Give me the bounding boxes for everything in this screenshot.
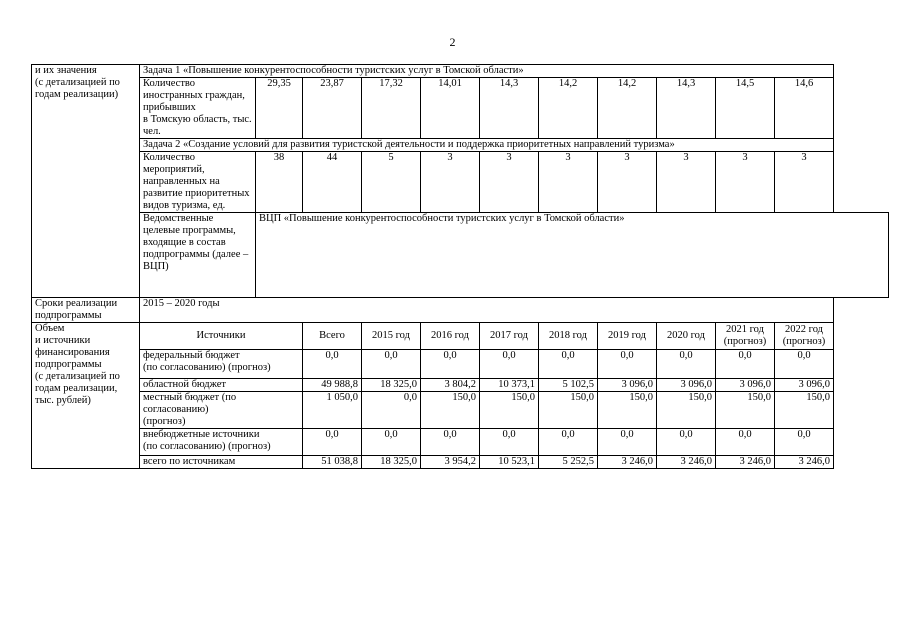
table-row (32, 298, 889, 323)
financing-value: 0,0 (480, 429, 539, 456)
financing-value: 0,0 (716, 429, 775, 456)
financing-value: 0,0 (362, 392, 421, 429)
table-row (32, 350, 889, 379)
table-row (32, 213, 889, 298)
financing-value: 10 373,1 (480, 379, 539, 392)
section-label-period: Сроки реализации подпрограммы (32, 298, 140, 323)
financing-value: 3 096,0 (657, 379, 716, 392)
subprogram-passport-table (31, 64, 889, 469)
indicator-name: Количество мероприятий, направленных на развитие приоритетных видов туризма, ед. (140, 152, 256, 213)
financing-value: 3 096,0 (775, 379, 834, 392)
financing-value: 49 988,8 (303, 379, 362, 392)
header-year: 2021 год (прогноз) (716, 323, 775, 350)
table-row (32, 456, 889, 469)
header-year: 2018 год (539, 323, 598, 350)
task2-title: Задача 2 «Создание условий для развития туристской деятельности и поддержка приоритетных направлений туризма» (140, 139, 834, 152)
financing-value: 0,0 (539, 350, 598, 379)
period-value: 2015 – 2020 годы (140, 298, 834, 323)
indicator-value: 14,5 (716, 78, 775, 139)
table-row (32, 152, 889, 213)
financing-value: 3 246,0 (657, 456, 716, 469)
financing-value: 3 096,0 (598, 379, 657, 392)
section-label-vcp: Ведомственные целевые программы, входящие в состав подпрограммы (далее – ВЦП) (140, 213, 256, 298)
table-row (32, 139, 889, 152)
source-name: федеральный бюджет (по согласованию) (прогноз) (140, 350, 303, 379)
financing-value: 0,0 (303, 350, 362, 379)
financing-value: 3 246,0 (775, 456, 834, 469)
financing-value: 150,0 (539, 392, 598, 429)
financing-value: 0,0 (657, 350, 716, 379)
indicator-value: 14,2 (539, 78, 598, 139)
header-year: 2020 год (657, 323, 716, 350)
indicator-value: 44 (303, 152, 362, 213)
financing-value: 150,0 (657, 392, 716, 429)
source-name: внебюджетные источники (по согласованию) (прогноз) (140, 429, 303, 456)
indicator-value: 14,3 (657, 78, 716, 139)
financing-value: 3 246,0 (598, 456, 657, 469)
financing-value: 3 804,2 (421, 379, 480, 392)
indicator-value: 3 (716, 152, 775, 213)
financing-value: 0,0 (716, 350, 775, 379)
financing-value: 0,0 (362, 350, 421, 379)
financing-value: 18 325,0 (362, 379, 421, 392)
financing-value: 0,0 (480, 350, 539, 379)
indicator-value: 17,32 (362, 78, 421, 139)
table-row (32, 323, 889, 350)
header-year: 2017 год (480, 323, 539, 350)
vcp-value: ВЦП «Повышение конкурентоспособности туристских услуг в Томской области» (256, 213, 889, 298)
header-year: 2022 год (прогноз) (775, 323, 834, 350)
financing-value: 0,0 (657, 429, 716, 456)
indicator-value: 23,87 (303, 78, 362, 139)
financing-value: 150,0 (775, 392, 834, 429)
financing-value: 0,0 (421, 350, 480, 379)
source-name: всего по источникам (140, 456, 303, 469)
financing-value: 150,0 (716, 392, 775, 429)
financing-value: 5 252,5 (539, 456, 598, 469)
financing-value: 0,0 (539, 429, 598, 456)
source-name: областной бюджет (140, 379, 303, 392)
indicator-value: 3 (598, 152, 657, 213)
financing-value: 3 246,0 (716, 456, 775, 469)
page-number: 2 (449, 35, 456, 49)
table-row (32, 392, 889, 429)
task1-title: Задача 1 «Повышение конкурентоспособности туристских услуг в Томской области» (140, 65, 834, 78)
financing-value: 0,0 (362, 429, 421, 456)
financing-value: 5 102,5 (539, 379, 598, 392)
indicator-value: 3 (480, 152, 539, 213)
indicator-value: 14,6 (775, 78, 834, 139)
indicator-name: Количество иностранных граждан, прибывших в Томскую область, тыс. чел. (140, 78, 256, 139)
table-row (32, 379, 889, 392)
indicator-value: 29,35 (256, 78, 303, 139)
table-row (32, 65, 889, 78)
header-year: 2015 год (362, 323, 421, 350)
financing-value: 0,0 (598, 429, 657, 456)
table-row (32, 78, 889, 139)
indicator-value: 3 (539, 152, 598, 213)
financing-value: 0,0 (303, 429, 362, 456)
indicator-value: 3 (657, 152, 716, 213)
indicator-value: 14,01 (421, 78, 480, 139)
financing-value: 3 096,0 (716, 379, 775, 392)
section-label-financing: Объем и источники финансирования подпрограммы (с детализацией по годам реализации, тыс. рублей) (32, 323, 140, 469)
financing-value: 150,0 (421, 392, 480, 429)
financing-value: 150,0 (598, 392, 657, 429)
financing-value: 0,0 (598, 350, 657, 379)
header-year: 2019 год (598, 323, 657, 350)
financing-value: 0,0 (775, 429, 834, 456)
financing-value: 18 325,0 (362, 456, 421, 469)
section-label-indicators: и их значения (с детализацией по годам реализации) (32, 65, 140, 298)
financing-value: 0,0 (421, 429, 480, 456)
indicator-value: 5 (362, 152, 421, 213)
indicator-value: 14,2 (598, 78, 657, 139)
header-sources: Источники (140, 323, 303, 350)
financing-value: 0,0 (775, 350, 834, 379)
header-year: 2016 год (421, 323, 480, 350)
table-row (32, 429, 889, 456)
header-total: Всего (303, 323, 362, 350)
indicator-value: 3 (775, 152, 834, 213)
financing-value: 150,0 (480, 392, 539, 429)
financing-value: 51 038,8 (303, 456, 362, 469)
indicator-value: 38 (256, 152, 303, 213)
source-name: местный бюджет (по согласованию) (прогноз) (140, 392, 303, 429)
financing-value: 10 523,1 (480, 456, 539, 469)
financing-value: 1 050,0 (303, 392, 362, 429)
financing-value: 3 954,2 (421, 456, 480, 469)
indicator-value: 3 (421, 152, 480, 213)
indicator-value: 14,3 (480, 78, 539, 139)
